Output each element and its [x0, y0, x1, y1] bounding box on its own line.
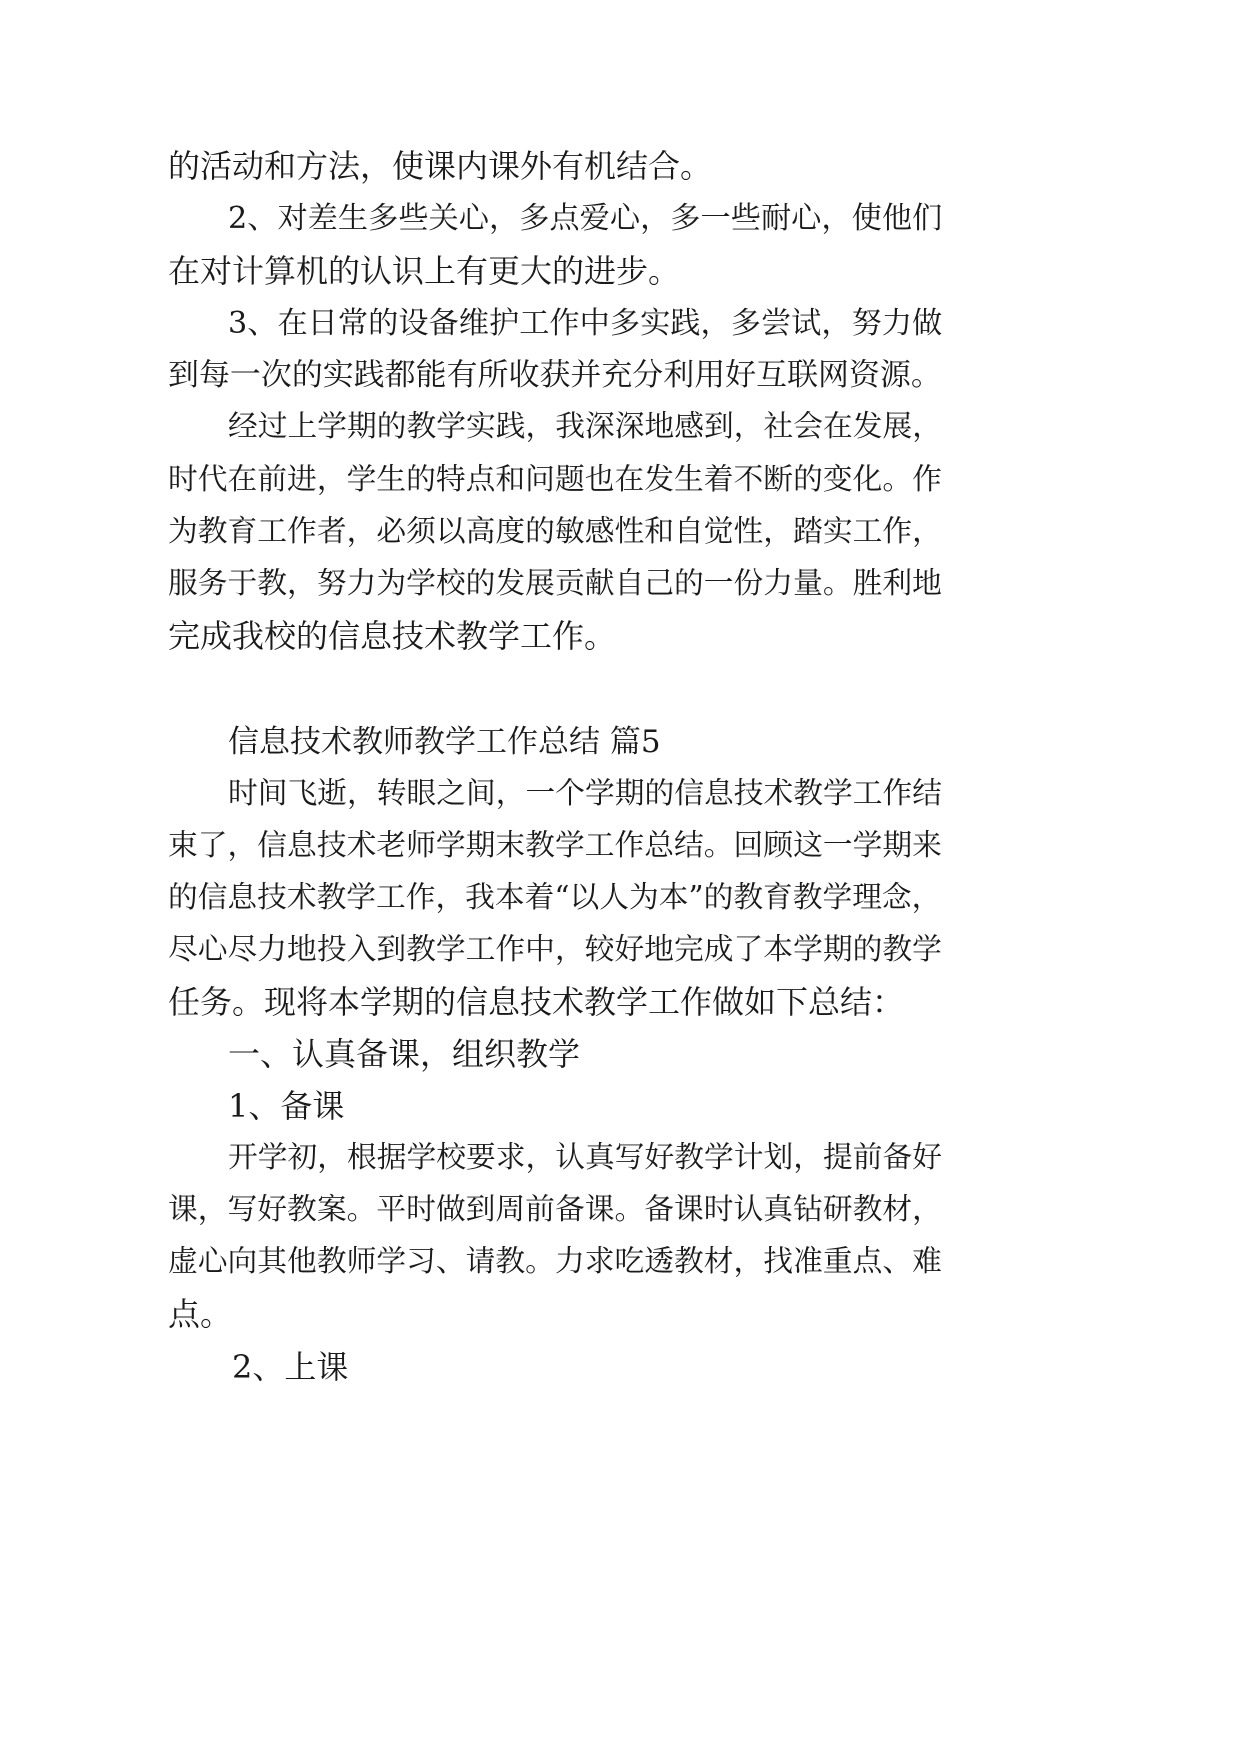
- text-line: 2、对差生多些关心，多点爱心，多一些耐心，使他们: [228, 201, 943, 236]
- section-title: 信息技术教师教学工作总结 篇5: [228, 724, 661, 760]
- text-line: 在对计算机的认识上有更大的进步。: [168, 252, 681, 290]
- text-line: 虚心向其他教师学习、请教。力求吃透教材，找准重点、难: [168, 1244, 942, 1279]
- text-line: 经过上学期的教学实践，我深深地感到，社会在发展，: [228, 409, 943, 444]
- text-line: 的活动和方法，使课内课外有机结合。: [168, 147, 713, 185]
- text-line: 3、在日常的设备维护工作中多实践，多尝试，努力做: [228, 306, 943, 341]
- text-line: 束了，信息技术老师学期末教学工作总结。回顾这一学期来: [168, 828, 942, 863]
- text-line: 时间飞逝，转眼之间，一个学期的信息技术教学工作结: [228, 776, 943, 811]
- heading-level-2: 1、备课: [228, 1087, 345, 1125]
- text-line: 点。: [168, 1295, 233, 1333]
- text-line: 的信息技术教学工作，我本着“以人为本”的教育教学理念，: [168, 880, 942, 915]
- heading-level-2: 2、上课: [232, 1348, 349, 1386]
- text-line: 服务于教，努力为学校的发展贡献自己的一份力量。胜利地: [168, 566, 942, 601]
- text-line: 开学初，根据学校要求，认真写好教学计划，提前备好: [228, 1140, 943, 1175]
- text-line: 为教育工作者，必须以高度的敏感性和自觉性，踏实工作，: [168, 514, 942, 549]
- text-line: 时代在前进，学生的特点和问题也在发生着不断的变化。作: [168, 462, 942, 497]
- heading-level-1: 一、认真备课，组织教学: [228, 1035, 581, 1073]
- text-line: 完成我校的信息技术教学工作。: [168, 617, 617, 655]
- text-line: 到每一次的实践都能有所收获并充分利用好互联网资源。: [168, 357, 942, 393]
- text-line: 任务。现将本学期的信息技术教学工作做如下总结：: [168, 983, 905, 1021]
- text-line: 课，写好教案。平时做到周前备课。备课时认真钻研教材，: [168, 1192, 942, 1227]
- text-line: 尽心尽力地投入到教学工作中，较好地完成了本学期的教学: [168, 932, 942, 967]
